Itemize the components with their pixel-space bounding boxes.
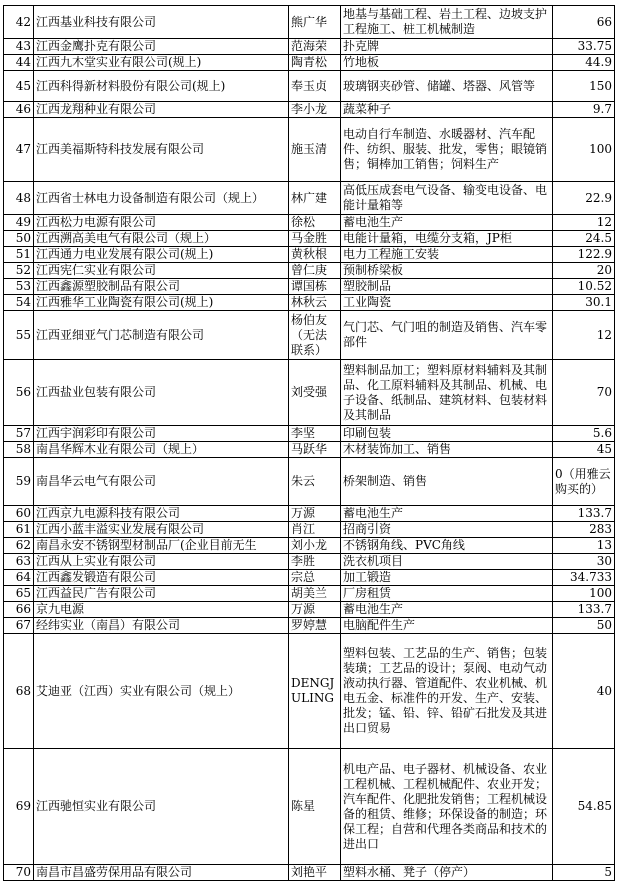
- table-row: [4, 118, 615, 182]
- amount-value: 13: [553, 538, 615, 554]
- contact-person: 施玉清: [289, 118, 341, 182]
- contact-person: 罗婷慧: [289, 618, 341, 634]
- amount-value: 283: [553, 522, 615, 538]
- amount-value: 30: [553, 554, 615, 570]
- amount-value: 133.7: [553, 506, 615, 522]
- table-row: [4, 247, 615, 263]
- row-number: 44: [4, 55, 34, 71]
- business-scope: 厂房租赁: [341, 586, 553, 602]
- contact-person: 谭国栋: [289, 279, 341, 295]
- contact-person: 胡美兰: [289, 586, 341, 602]
- contact-person: 杨伯友（无法联系）: [289, 311, 341, 360]
- business-scope: 竹地板: [341, 55, 553, 71]
- amount-value: 5.6: [553, 426, 615, 442]
- contact-person: 马跃华: [289, 442, 341, 458]
- business-scope: 桥架制造、销售: [341, 458, 553, 506]
- table-row: [4, 538, 615, 554]
- amount-value: 24.5: [553, 231, 615, 247]
- contact-person: 熊广华: [289, 6, 341, 39]
- row-number: 47: [4, 118, 34, 182]
- business-scope: 塑胶制品: [341, 279, 553, 295]
- row-number: 61: [4, 522, 34, 538]
- table-row: [4, 570, 615, 586]
- contact-person: 万源: [289, 506, 341, 522]
- company-name: 经纬实业（南昌）有限公司: [34, 618, 289, 634]
- amount-value: 44.9: [553, 55, 615, 71]
- row-number: 42: [4, 6, 34, 39]
- company-name: 江西美福斯特科技发展有限公司: [34, 118, 289, 182]
- business-scope: 扑克牌: [341, 39, 553, 55]
- row-number: 60: [4, 506, 34, 522]
- amount-value: 100: [553, 586, 615, 602]
- business-scope: 蓄电池生产: [341, 215, 553, 231]
- amount-value: 40: [553, 634, 615, 749]
- company-name: 南昌华辉木业有限公司（规上）: [34, 442, 289, 458]
- business-scope: 工业陶瓷: [341, 295, 553, 311]
- business-scope: 蔬菜种子: [341, 102, 553, 118]
- row-number: 58: [4, 442, 34, 458]
- row-number: 54: [4, 295, 34, 311]
- company-name: 江西小蓝丰溢实业发展有限公司: [34, 522, 289, 538]
- row-number: 46: [4, 102, 34, 118]
- table-row: [4, 426, 615, 442]
- table-row: [4, 554, 615, 570]
- row-number: 66: [4, 602, 34, 618]
- table-row: [4, 522, 615, 538]
- contact-person: 李坚: [289, 426, 341, 442]
- business-scope: 塑料水桶、凳子（停产）: [341, 865, 553, 881]
- amount-value: 33.75: [553, 39, 615, 55]
- company-name: 江西鑫发锻造有限公司: [34, 570, 289, 586]
- company-name: 江西金鹰扑克有限公司: [34, 39, 289, 55]
- amount-value: 20: [553, 263, 615, 279]
- company-name: 江西龙翔种业有限公司: [34, 102, 289, 118]
- contact-person: 李胜: [289, 554, 341, 570]
- table-row: [4, 55, 615, 71]
- row-number: 53: [4, 279, 34, 295]
- contact-person: 刘艳平: [289, 865, 341, 881]
- table-row: [4, 749, 615, 865]
- contact-person: 肖江: [289, 522, 341, 538]
- table-row: [4, 865, 615, 881]
- contact-person: 徐松: [289, 215, 341, 231]
- row-number: 67: [4, 618, 34, 634]
- company-name: 江西雅华工业陶瓷有限公司(规上): [34, 295, 289, 311]
- table-row: [4, 360, 615, 426]
- row-number: 68: [4, 634, 34, 749]
- company-name: 江西省士林电力设备制造有限公司（规上）: [34, 182, 289, 215]
- company-name: 京九电源: [34, 602, 289, 618]
- business-scope: 蓄电池生产: [341, 602, 553, 618]
- row-number: 49: [4, 215, 34, 231]
- table-row: [4, 602, 615, 618]
- row-number: 50: [4, 231, 34, 247]
- table-row: [4, 279, 615, 295]
- row-number: 70: [4, 865, 34, 881]
- contact-person: 万源: [289, 602, 341, 618]
- amount-value: 12: [553, 311, 615, 360]
- business-scope: 气门芯、气门咀的制造及销售、汽车零部件: [341, 311, 553, 360]
- contact-person: 陈星: [289, 749, 341, 865]
- amount-value: 150: [553, 71, 615, 102]
- business-scope: 玻璃钢夹砂管、储罐、塔器、风管等: [341, 71, 553, 102]
- amount-value: 0（用雅云购买的）: [553, 458, 615, 506]
- amount-value: 45: [553, 442, 615, 458]
- business-scope: 预制桥梁板: [341, 263, 553, 279]
- business-scope: 电脑配件生产: [341, 618, 553, 634]
- amount-value: 10.52: [553, 279, 615, 295]
- amount-value: 5: [553, 865, 615, 881]
- row-number: 57: [4, 426, 34, 442]
- contact-person: 范海荣: [289, 39, 341, 55]
- company-name: 江西松力电源有限公司: [34, 215, 289, 231]
- company-name: 江西京九电源科技有限公司: [34, 506, 289, 522]
- business-scope: 机电产品、电子器材、机械设备、农业工程机械、工程机械配件、农业开发；汽车配件、化肥批发销售；工程机械设备的租赁、维修；环保设备的制造；环保工程；自营和代理各类商品和技术的进出口: [341, 749, 553, 865]
- contact-person: 黄秋根: [289, 247, 341, 263]
- amount-value: 30.1: [553, 295, 615, 311]
- table-row: [4, 311, 615, 360]
- company-name: 江西通力电业发展有限公司(规上): [34, 247, 289, 263]
- company-name: 江西宇润彩印有限公司: [34, 426, 289, 442]
- amount-value: 34.733: [553, 570, 615, 586]
- contact-person: 林秋云: [289, 295, 341, 311]
- amount-value: 50: [553, 618, 615, 634]
- business-scope: 加工锻造: [341, 570, 553, 586]
- amount-value: 122.9: [553, 247, 615, 263]
- amount-value: 100: [553, 118, 615, 182]
- company-name: 南昌市昌盛劳保用品有限公司: [34, 865, 289, 881]
- table-row: [4, 6, 615, 39]
- amount-value: 70: [553, 360, 615, 426]
- table-row: [4, 102, 615, 118]
- business-scope: 电能计量箱，电缆分支箱，JP柜: [341, 231, 553, 247]
- contact-person: 李小龙: [289, 102, 341, 118]
- company-name: 江西科得新材料股份有限公司(规上): [34, 71, 289, 102]
- company-name: 江西鑫源塑胶制品有限公司: [34, 279, 289, 295]
- business-scope: 电力工程施工安装: [341, 247, 553, 263]
- contact-person: 刘受强: [289, 360, 341, 426]
- table-row: [4, 263, 615, 279]
- business-scope: 洗衣机项目: [341, 554, 553, 570]
- row-number: 56: [4, 360, 34, 426]
- company-name: 江西溯高美电气有限公司（规上）: [34, 231, 289, 247]
- company-name: 南昌华云电气有限公司: [34, 458, 289, 506]
- row-number: 59: [4, 458, 34, 506]
- amount-value: 12: [553, 215, 615, 231]
- row-number: 64: [4, 570, 34, 586]
- business-scope: 塑料制品加工；塑料原材料辅料及其制品、化工原料辅料及其制品、机械、电子设备、纸制品、建筑材料、包装材料及其制品: [341, 360, 553, 426]
- table-row: [4, 231, 615, 247]
- row-number: 62: [4, 538, 34, 554]
- amount-value: 9.7: [553, 102, 615, 118]
- table-row: [4, 442, 615, 458]
- contact-person: 林广建: [289, 182, 341, 215]
- table-row: [4, 39, 615, 55]
- row-number: 48: [4, 182, 34, 215]
- company-name: 江西亚细亚气门芯制造有限公司: [34, 311, 289, 360]
- business-scope: 不锈钢角线、PVC角线: [341, 538, 553, 554]
- business-scope: 地基与基础工程、岩土工程、边坡支护工程施工、桩工机械制造: [341, 6, 553, 39]
- business-scope: 高低压成套电气设备、输变电设备、电能计量箱等: [341, 182, 553, 215]
- row-number: 65: [4, 586, 34, 602]
- company-name: 江西基业科技有限公司: [34, 6, 289, 39]
- row-number: 63: [4, 554, 34, 570]
- table-row: [4, 586, 615, 602]
- company-name: 艾迪亚（江西）实业有限公司（规上）: [34, 634, 289, 749]
- row-number: 69: [4, 749, 34, 865]
- contact-person: 奉玉贞: [289, 71, 341, 102]
- contact-person: 曾仁庚: [289, 263, 341, 279]
- contact-person: DENGJULING: [289, 634, 341, 749]
- table-row: [4, 215, 615, 231]
- enterprise-table: [3, 5, 615, 881]
- contact-person: 马金胜: [289, 231, 341, 247]
- business-scope: 印刷包装: [341, 426, 553, 442]
- table-row: [4, 458, 615, 506]
- table-row: [4, 71, 615, 102]
- company-name: 江西益民广告有限公司: [34, 586, 289, 602]
- business-scope: 蓄电池生产: [341, 506, 553, 522]
- table-row: [4, 634, 615, 749]
- amount-value: 66: [553, 6, 615, 39]
- business-scope: 木材装饰加工、销售: [341, 442, 553, 458]
- company-name: 江西九木堂实业有限公司(规上): [34, 55, 289, 71]
- table-row: [4, 295, 615, 311]
- table-row: [4, 618, 615, 634]
- row-number: 51: [4, 247, 34, 263]
- amount-value: 133.7: [553, 602, 615, 618]
- amount-value: 54.85: [553, 749, 615, 865]
- contact-person: 宗总: [289, 570, 341, 586]
- table-row: [4, 182, 615, 215]
- business-scope: 电动自行车制造、水暖器材、汽车配件、纺织、服装、批发，零售；眼镜销售；铜棒加工销售；饲料生产: [341, 118, 553, 182]
- company-name: 江西盐业包装有限公司: [34, 360, 289, 426]
- row-number: 55: [4, 311, 34, 360]
- amount-value: 22.9: [553, 182, 615, 215]
- company-name: 南昌永安不锈钢型材制品厂(企业目前无生: [34, 538, 289, 554]
- row-number: 52: [4, 263, 34, 279]
- row-number: 45: [4, 71, 34, 102]
- contact-person: 朱云: [289, 458, 341, 506]
- company-name: 江西宪仁实业有限公司: [34, 263, 289, 279]
- business-scope: 塑料包装、工艺品的生产、销售；包装装璜；工艺品的设计；泵阀、电动气动液动执行器、管道配件、农业机械、机电五金、标准件的开发、生产、安装、批发；锰、铅、锌、铅矿石批发及其进出口贸易: [341, 634, 553, 749]
- row-number: 43: [4, 39, 34, 55]
- company-name: 江西从上实业有限公司: [34, 554, 289, 570]
- business-scope: 招商引资: [341, 522, 553, 538]
- company-name: 江西驰恒实业有限公司: [34, 749, 289, 865]
- contact-person: 刘小龙: [289, 538, 341, 554]
- contact-person: 陶青松: [289, 55, 341, 71]
- table-row: [4, 506, 615, 522]
